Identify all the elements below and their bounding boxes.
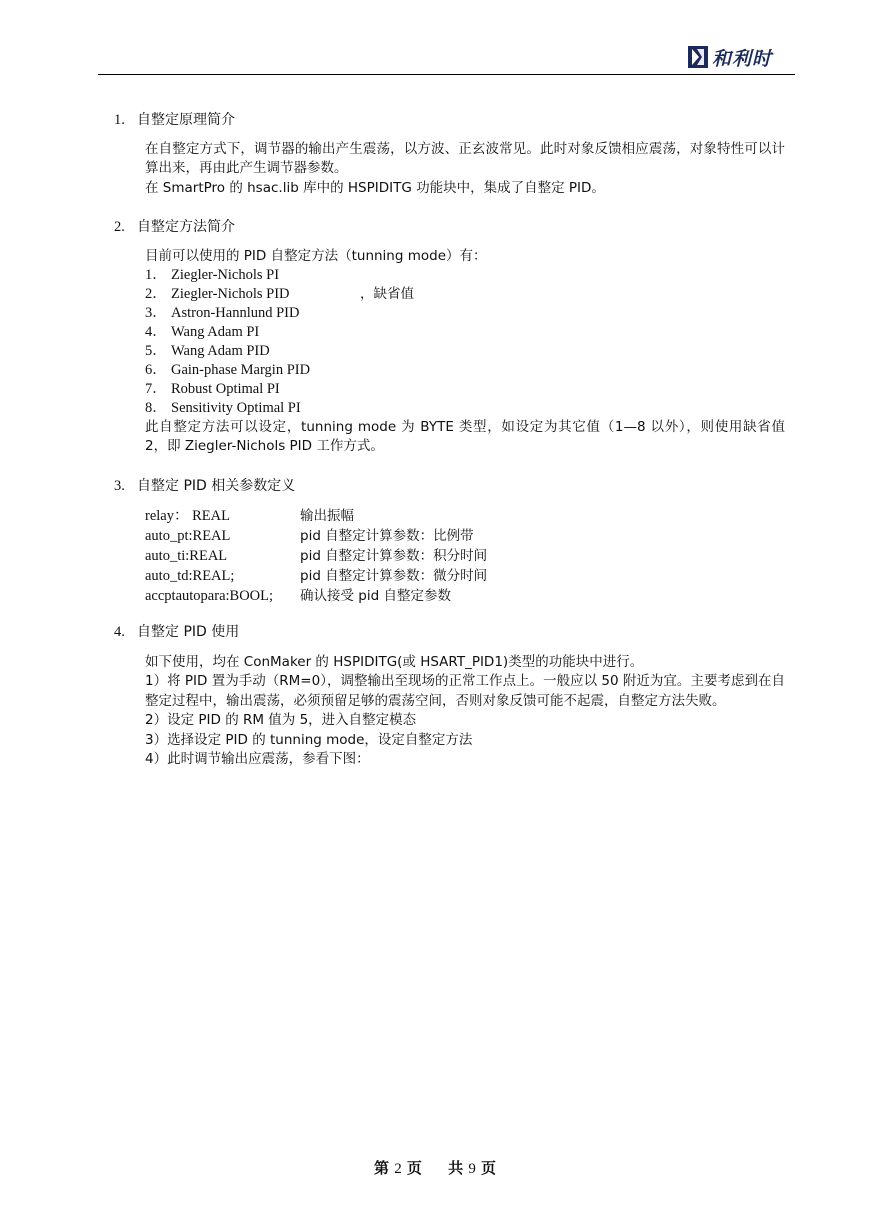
logo-text: 和利时 xyxy=(712,47,773,70)
list-item: 6． Gain-phase Margin PID xyxy=(145,362,311,378)
list-item: 5． Wang Adam PID xyxy=(145,343,270,359)
list-item: 7． Robust Optimal PI xyxy=(145,381,280,397)
section-4-body xyxy=(145,653,785,769)
list-item: 3． Astron-Hannlund PID xyxy=(145,305,300,321)
list-item: 4． Wang Adam PI xyxy=(145,324,260,340)
section-1-heading: 1. 自整定原理简介 xyxy=(114,112,235,128)
table-row: auto_pt:REAL pid 自整定计算参数：比例带 xyxy=(145,528,474,544)
parameter-table xyxy=(145,506,487,606)
section-4-step-3: 3）选择设定 PID 的 tunning mode，设定自整定方法 xyxy=(145,731,473,748)
header-rule xyxy=(98,74,795,75)
list-item: 1． Ziegler-Nichols PI xyxy=(145,267,280,283)
list-item: 2． Ziegler-Nichols PID ，缺省值 xyxy=(145,286,414,302)
logo-mark-icon xyxy=(688,46,708,68)
list-item: 8． Sensitivity Optimal PI xyxy=(145,400,301,416)
default-note: ，缺省值 xyxy=(360,286,414,302)
table-row: auto_td:REAL; pid 自整定计算参数：微分时间 xyxy=(145,568,488,584)
table-row: auto_ti:REAL pid 自整定计算参数：积分时间 xyxy=(145,548,488,564)
table-row: accptautopara:BOOL; 确认接受 pid 自整定参数 xyxy=(145,588,451,604)
page-footer: 第 2 页 共 9 页 xyxy=(373,1159,497,1177)
section-4-step-4: 4）此时调节输出应震荡，参看下图： xyxy=(145,751,370,768)
section-1-body xyxy=(145,140,785,198)
section-4-step-2: 2）设定 PID 的 RM 值为 5，进入自整定模态 xyxy=(145,712,417,729)
section-2-intro: 目前可以使用的 PID 自整定方法（tunning mode）有： xyxy=(145,248,487,264)
section-1-paragraph-2: 在 SmartPro 的 hsac.lib 库中的 HSPIDITG 功能块中，集成了自整定 PID。 xyxy=(145,179,605,196)
section-3-heading: 3. 自整定 PID 相关参数定义 xyxy=(114,478,296,494)
section-1-paragraph-1: 在自整定方式下，调节器的输出产生震荡，以方波、正玄波常见。此时对象反馈相应震荡，对象特性可以计算出来，再由此产生调节器参数。 xyxy=(145,141,785,177)
section-4-heading: 4. 自整定 PID 使用 xyxy=(114,624,240,640)
tuning-methods-list xyxy=(145,266,785,418)
section-2-heading: 2. 自整定方法简介 xyxy=(114,219,235,235)
total-pages-number: 9 xyxy=(468,1161,476,1177)
section-4-step-1: 1）将 PID 置为手动（RM=0），调整输出至现场的正常工作点上。一般应以 50 附近为宜。主要考虑到在自整定过程中，输出震荡，必须预留足够的震荡空间，否则对象反馈可能不起震，自整定方法失败。 xyxy=(145,673,785,709)
current-page-number: 2 xyxy=(394,1161,402,1177)
company-logo xyxy=(688,44,772,70)
section-4-paragraph-0: 如下使用，均在 ConMaker 的 HSPIDITG(或 HSART_PID1)类型的功能块中进行。 xyxy=(145,654,644,670)
table-row: relay： REAL 输出振幅 xyxy=(145,508,354,524)
section-2-outro: 此自整定方法可以设定，tunning mode 为 BYTE 类型，如设定为其它值（1—8 以外），则使用缺省值 2，即 Ziegler-Nichols PID 工作方式。 xyxy=(145,419,785,455)
